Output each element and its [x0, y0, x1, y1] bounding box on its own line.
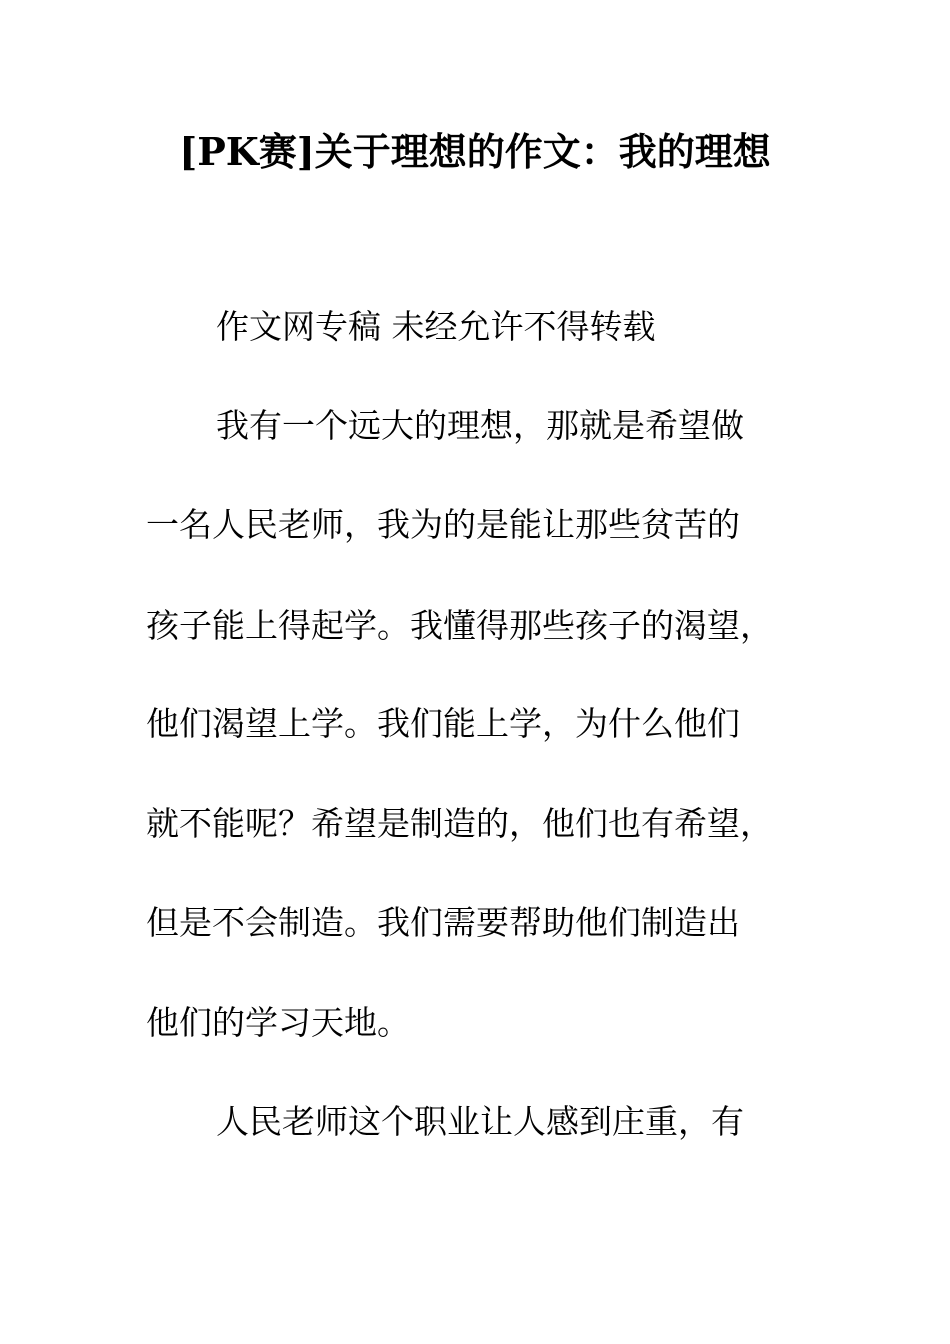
paragraph-line: 我有一个远大的理想，那就是希望做 — [216, 406, 744, 445]
paragraph-line: 一名人民老师，我为的是能让那些贫苦的 — [146, 505, 740, 544]
paragraph-line: 人民老师这个职业让人感到庄重，有 — [216, 1102, 744, 1141]
paragraph-line: 就不能呢？希望是制造的，他们也有希望， — [146, 804, 773, 843]
paragraph-line: 但是不会制造。我们需要帮助他们制造出 — [146, 903, 740, 942]
paragraph-line: 他们的学习天地。 — [146, 1003, 410, 1042]
notice-line: 作文网专稿 未经允许不得转载 — [216, 307, 656, 346]
paragraph-line: 他们渴望上学。我们能上学，为什么他们 — [146, 704, 740, 743]
paragraph-line: 孩子能上得起学。我懂得那些孩子的渴望， — [146, 606, 773, 645]
document-title: [PK赛]关于理想的作文：我的理想 — [179, 129, 771, 174]
